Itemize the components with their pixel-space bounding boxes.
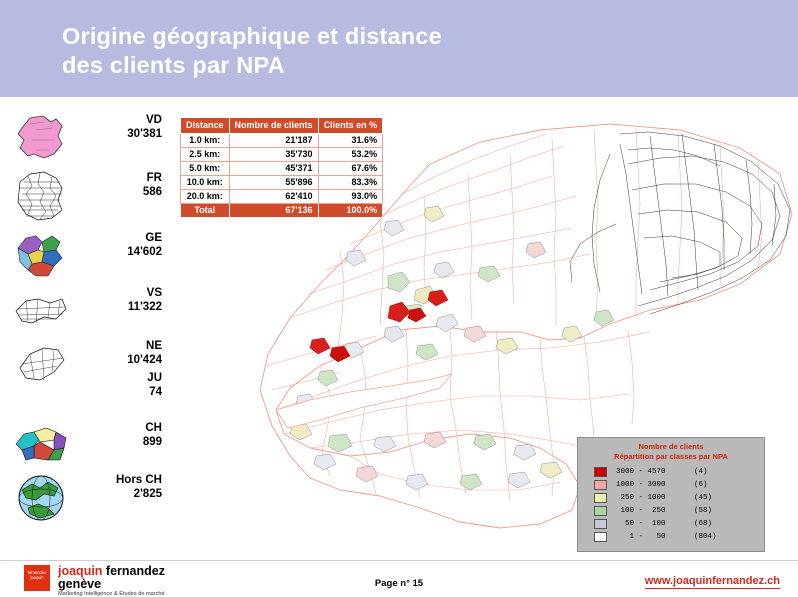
legend-item: 1000 - 3000 (6)	[594, 478, 754, 491]
brand-tagline: Marketing Intelligence & Études de marché	[58, 591, 165, 597]
slide-header	[0, 0, 798, 97]
distance-table	[180, 117, 383, 218]
table-row: 10.0 km: 55'896 83.3%	[181, 176, 383, 190]
col-distance: Distance	[181, 118, 230, 134]
legend-item: 250 - 1000 (45)	[594, 491, 754, 504]
page-title-line1: Origine géographique et distance	[62, 23, 442, 49]
table-row: 5.0 km: 45'371 67.6%	[181, 162, 383, 176]
canton-fr-map-icon	[10, 168, 72, 224]
map-legend	[577, 437, 765, 552]
canton-item-ju	[2, 358, 172, 416]
footer-divider	[0, 560, 798, 561]
globe-icon	[10, 470, 72, 526]
col-clients-pct: Clients en %	[318, 118, 383, 134]
logo-text: fernandez joaquin	[27, 570, 47, 580]
brand-city: genève	[58, 577, 102, 591]
legend-rows	[594, 465, 754, 543]
legend-swatch-icon	[594, 480, 607, 490]
legend-item: 1 - 50 (804)	[594, 530, 754, 543]
legend-swatch-icon	[594, 506, 607, 516]
page-number: Page n° 15	[374, 578, 424, 589]
legend-title: Nombre de clients Répartition par classes par NPA	[614, 442, 728, 461]
canton-item-hors-ch	[2, 470, 172, 528]
table-header-row	[181, 118, 383, 134]
legend-swatch-icon	[594, 467, 607, 477]
canton-item-vd	[2, 110, 172, 168]
canton-vs-map-icon	[10, 283, 72, 339]
canton-ch-map-icon	[10, 418, 72, 474]
legend-swatch-icon	[594, 493, 607, 503]
legend-item: 100 - 250 (58)	[594, 504, 754, 517]
canton-item-fr	[2, 168, 172, 226]
canton-hors-ch-label: Hors CH 2'825	[115, 474, 162, 500]
table-row: 20.0 km: 62'410 93.0%	[181, 190, 383, 204]
canton-vd-map-icon	[10, 110, 72, 166]
legend-item: 3000 - 4570 (4)	[594, 465, 754, 478]
canton-vd-label: VD 30'381	[127, 114, 162, 140]
table-total-row: Total 67'136 100.0%	[181, 204, 383, 218]
canton-item-vs	[2, 283, 172, 341]
legend-item: 50 - 100 (68)	[594, 517, 754, 530]
col-nombre-clients: Nombre de clients	[229, 118, 318, 134]
page-title-line2: des clients par NPA	[62, 52, 285, 78]
canton-ju-label: JU 74	[147, 372, 162, 398]
canton-ne-label: NE 10'424	[127, 340, 162, 366]
canton-ge-label: GE 14'602	[127, 232, 162, 258]
table-row: 2.5 km: 35'730 53.2%	[181, 148, 383, 162]
canton-item-ge	[2, 228, 172, 286]
canton-vs-label: VS 11'322	[127, 287, 162, 313]
legend-swatch-icon	[594, 532, 607, 542]
canton-ch-label: CH 899	[142, 422, 162, 448]
website-link[interactable]: www.joaquinfernandez.ch	[644, 575, 780, 587]
brand-name: joaquin fernandez	[58, 564, 165, 578]
canton-ge-map-icon	[10, 228, 72, 284]
canton-item-ch	[2, 418, 172, 476]
page-title	[62, 22, 702, 80]
canton-fr-label: FR 586	[142, 172, 162, 198]
table-row: 1.0 km: 21'187 31.6%	[181, 134, 383, 148]
legend-swatch-icon	[594, 519, 607, 529]
